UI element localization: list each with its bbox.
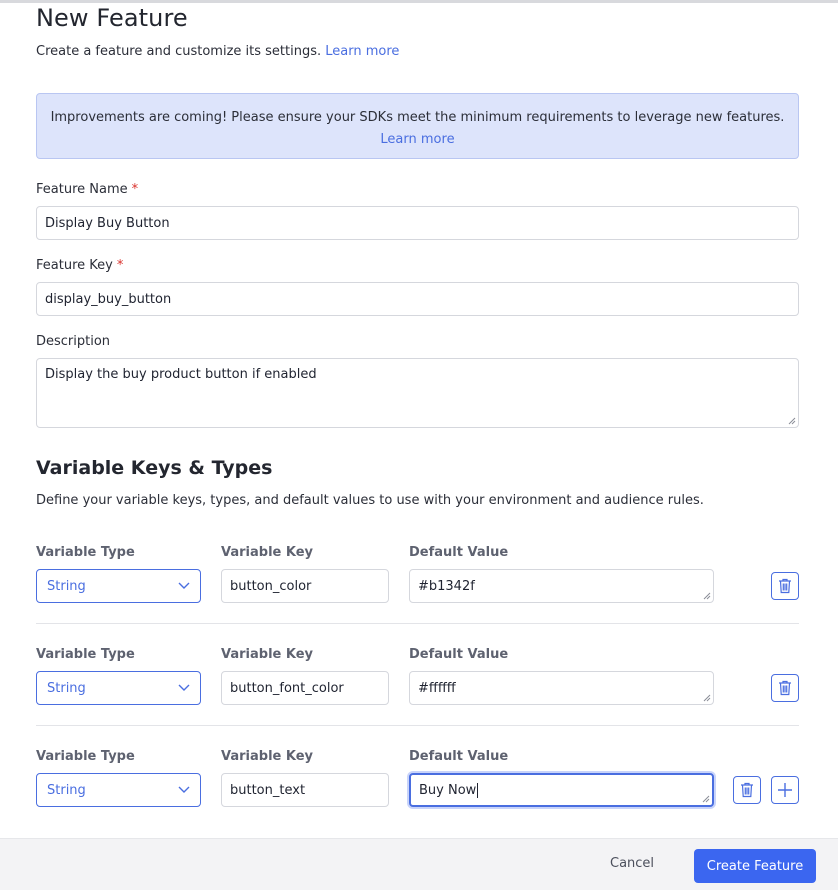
- variable-type-header: Variable Type: [36, 545, 135, 560]
- feature-name-label: [36, 182, 138, 197]
- feature-key-label: [36, 258, 123, 273]
- learn-more-link[interactable]: Learn more: [325, 44, 400, 59]
- required-marker: *: [131, 182, 139, 197]
- variable-type-value: String: [47, 680, 86, 696]
- info-banner: [36, 93, 799, 159]
- delete-variable-button[interactable]: [733, 776, 761, 804]
- default-value-input[interactable]: [409, 569, 714, 603]
- resize-handle-icon[interactable]: [703, 694, 711, 702]
- banner-learn-more-link[interactable]: Learn more: [380, 132, 455, 147]
- default-value-input[interactable]: [409, 773, 714, 807]
- plus-icon: [777, 782, 793, 798]
- default-value-text: Buy Now: [419, 782, 477, 798]
- chevron-down-icon: [178, 786, 190, 794]
- variable-type-value: String: [47, 578, 86, 594]
- trash-icon: [740, 782, 754, 798]
- description-label: Description: [36, 334, 111, 349]
- row-divider: [36, 725, 799, 726]
- variables-heading: Variable Keys & Types: [36, 457, 273, 479]
- variable-key-value: button_font_color: [230, 680, 344, 696]
- top-border: [0, 0, 838, 3]
- delete-variable-button[interactable]: [771, 674, 799, 702]
- variable-key-input[interactable]: [221, 773, 389, 807]
- feature-name-input[interactable]: [36, 206, 799, 240]
- add-variable-button[interactable]: [771, 776, 799, 804]
- variable-key-input[interactable]: [221, 569, 389, 603]
- delete-variable-button[interactable]: [771, 572, 799, 600]
- feature-name-value: Display Buy Button: [45, 215, 170, 231]
- variable-key-input[interactable]: [221, 671, 389, 705]
- variable-type-header: Variable Type: [36, 647, 135, 662]
- page-title: New Feature: [36, 4, 188, 32]
- feature-key-value: display_buy_button: [45, 291, 172, 307]
- default-value-input[interactable]: [409, 671, 714, 705]
- variable-key-value: button_color: [230, 578, 312, 594]
- resize-handle-icon[interactable]: [702, 795, 710, 803]
- banner-text: Improvements are coming! Please ensure your SDKs meet the minimum requirements to leverage new features.: [50, 110, 785, 125]
- variable-type-header: Variable Type: [36, 749, 135, 764]
- required-marker: *: [116, 258, 124, 273]
- default-value-header: Default Value: [409, 749, 509, 764]
- chevron-down-icon: [178, 684, 190, 692]
- create-feature-button[interactable]: Create Feature: [694, 849, 816, 883]
- variable-type-select[interactable]: [36, 569, 201, 603]
- variable-key-header: Variable Key: [221, 749, 314, 764]
- description-value: Display the buy product button if enabled: [45, 367, 317, 382]
- variable-key-value: button_text: [230, 782, 306, 798]
- feature-key-label-text: Feature Key: [36, 258, 113, 273]
- feature-name-label-text: Feature Name: [36, 182, 128, 197]
- trash-icon: [778, 680, 792, 696]
- resize-handle-icon[interactable]: [788, 417, 796, 425]
- variable-type-select[interactable]: [36, 773, 201, 807]
- resize-handle-icon[interactable]: [703, 592, 711, 600]
- default-value-header: Default Value: [409, 647, 509, 662]
- variable-key-header: Variable Key: [221, 545, 314, 560]
- variable-type-select[interactable]: [36, 671, 201, 705]
- text-cursor: [477, 783, 478, 798]
- trash-icon: [778, 578, 792, 594]
- default-value-text: #ffffff: [418, 680, 456, 696]
- subtitle-text: Create a feature and customize its settings.: [36, 44, 322, 59]
- default-value-header: Default Value: [409, 545, 509, 560]
- variable-key-header: Variable Key: [221, 647, 314, 662]
- variable-type-value: String: [47, 782, 86, 798]
- description-textarea[interactable]: [36, 358, 799, 428]
- row-divider: [36, 623, 799, 624]
- cancel-button[interactable]: Cancel: [610, 856, 655, 871]
- chevron-down-icon: [178, 582, 190, 590]
- variables-description: Define your variable keys, types, and default values to use with your environment and audience rules.: [36, 493, 704, 508]
- feature-key-input[interactable]: [36, 282, 799, 316]
- default-value-text: #b1342f: [418, 578, 475, 594]
- page-subtitle: [36, 44, 399, 59]
